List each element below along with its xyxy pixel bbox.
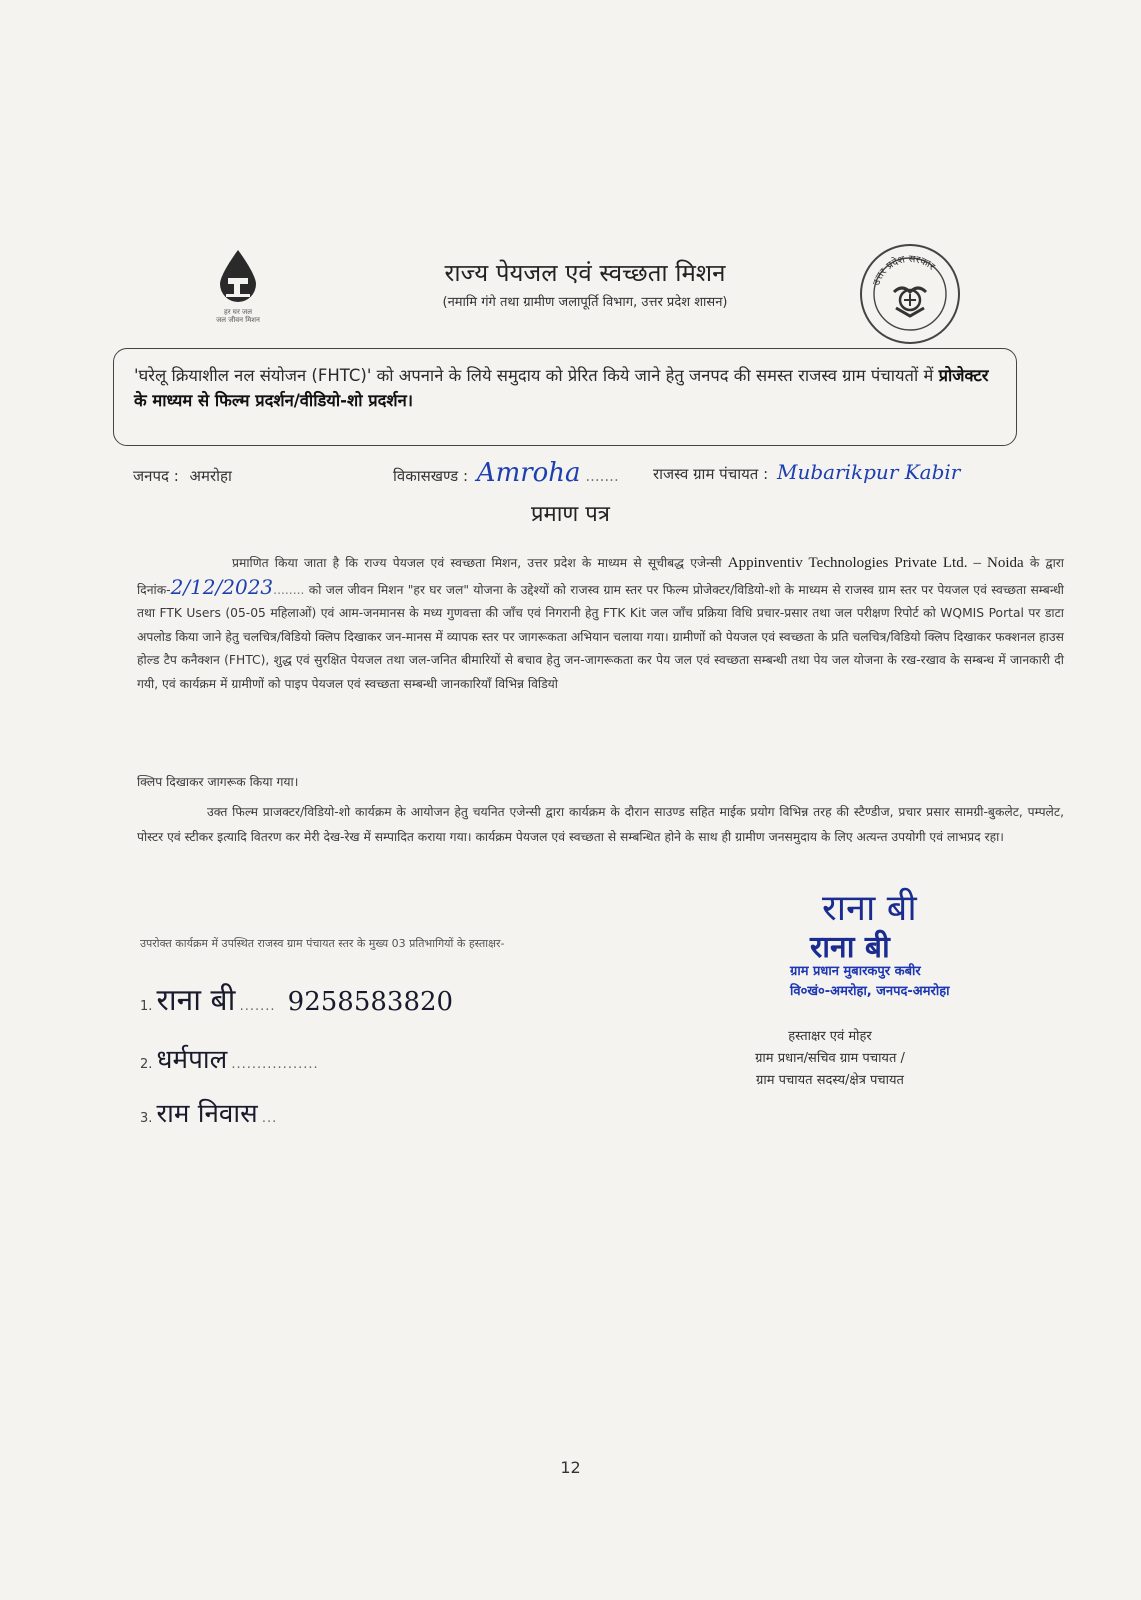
certificate-title: प्रमाण पत्र (531, 502, 610, 527)
attendee-number: 1. (140, 999, 153, 1014)
attendee-signature: धर्मपाल (156, 1045, 228, 1075)
water-drop-icon (216, 248, 260, 304)
attendee-number: 3. (140, 1111, 153, 1126)
district-value: अमरोहा (189, 467, 232, 485)
stamp-line-2: वि०खं०-अमरोहा, जनपद-अमरोहा (790, 984, 950, 999)
attendee-signature: राम निवास (156, 1099, 258, 1129)
attendee-number: 2. (140, 1057, 153, 1072)
official-stamp (790, 962, 1050, 1002)
district-field (133, 466, 232, 486)
seal-text: उत्तर प्रदेश सरकार (871, 253, 937, 288)
attendee-phone: 9258583820 (287, 987, 454, 1017)
attendee-signature: राना बी (156, 983, 236, 1018)
certificate-body: प्रमाणित किया जाता है कि राज्य पेयजल एवं स्वच्छता मिशन, उत्तर प्रदेश के माध्यम से सूचीबद्ध एजेन्सी Appinventiv Technologies Private Ltd. – Noida के द्वारा दिनांक-2/12/2023........ को जल जीवन मिशन "हर घर जल" योजना के उद्देश्यों को राजस्व ग्राम स्तर पर फिल्म प्रोजेक्टर/विडियो-शो के माध्यम से राजस्व ग्राम स्तर पर पेयजल एवं स्वच्छता सम्बन्धी तथा FTK Users (05-05 महिलाओं) एवं आम-जनमानस के मध्य गुणवत्ता की जाँच एवं निगरानी हेतु FTK Kit जल जाँच प्रक्रिया विधि प्रचार-प्रसार तथा जल परीक्षण रिपोर्ट को WQMIS Portal पर डाटा अपलोड किया जाने हेतु चलचित्र/विडियो क्लिप दिखाकर जन-मानस में व्यापक स्तर पर जागरूकता अभियान चलाया गया। ग्रामीणों को पेयजल एवं स्वच्छता के प्रति चलचित्र/विडियो क्लिप दिखाकर फक्शनल हाउस होल्ड टैप कनैक्शन (FHTC), शुद्ध एवं सुरक्षित पेयजल तथा जल-जनित बीमारियों से बचाव हेतु जन-जागरूकता कर पेय जल एवं स्वच्छता सम्बन्धी तथा पेय जल योजना के रख-रखाव के सम्बन्ध में जानकारी दी गयी, एवं कार्यक्रम में ग्रामीणों को पाइप पेयजल एवं स्वच्छता सम्बन्धी जानकारियाँ विभिन्न विडियो (137, 555, 1064, 691)
mission-subtitle: (नमामि गंगे तथा ग्रामीण जलापूर्ति विभाग, उत्तर प्रदेश शासन) (442, 295, 728, 310)
body-text-end: क्लिप दिखाकर जागरूक किया गया। (137, 775, 299, 789)
panchayat-field (653, 460, 960, 484)
body-text-a: प्रमाणित किया जाता है कि राज्य पेयजल एवं स्वच्छता मिशन, उत्तर प्रदेश के माध्यम से सूचीबद्ध एजेन्सी (232, 556, 722, 570)
pradhan-signature (810, 882, 1030, 966)
handwritten-signature: राना बी (822, 888, 917, 929)
har-ghar-jal-logo (200, 248, 276, 344)
attendees-label: उपरोक्त कार्यक्रम में उपस्थित राजस्व ग्राम पंचायत स्तर के मुख्य 03 प्रतिभागियों के हस्ताक्षर- (140, 937, 505, 950)
attendee-row: 1. राना बी ....... 9258583820 (140, 983, 454, 1018)
signature-caption-2: ग्राम प्रधान/सचिव ग्राम पचायत / (755, 1051, 905, 1066)
agency-name: Appinventiv Technologies Private Ltd. – Noida (727, 555, 1024, 571)
event-date: 2/12/2023 (170, 574, 274, 599)
district-label: जनपद : (133, 467, 179, 485)
up-government-seal (858, 242, 962, 346)
body-text-b: के द्वारा दिनांक- (137, 556, 1064, 597)
panchayat-value: Mubarikpur Kabir (776, 460, 961, 484)
stamp-line-1: ग्राम प्रधान मुबारकपुर कबीर (790, 964, 921, 979)
banner-bold-text: प्रोजेक्टर के माध्यम से फिल्म प्रदर्शन/वीडियो-शो प्रदर्शन। (134, 366, 989, 410)
program-banner (113, 348, 1017, 446)
attendee-row: 2. धर्मपाल ................. (140, 1045, 319, 1075)
signature-caption-1: हस्ताक्षर एवं मोहर (788, 1029, 872, 1044)
stamp-name: राना बी (810, 930, 890, 965)
body-text-c: को जल जीवन मिशन "हर घर जल" योजना के उद्देश्यों को राजस्व ग्राम स्तर पर फिल्म प्रोजेक्टर/विडियो-शो के माध्यम से राजस्व ग्राम स्तर पर पेयजल एवं स्वच्छता सम्बन्धी तथा FTK Users (05-05 महिलाओं) एवं आम-जनमानस के मध्य गुणवत्ता की जाँच एवं निगरानी हेतु FTK Kit जल जाँच प्रक्रिया विधि प्रचार-प्रसार तथा जल परीक्षण रिपोर्ट को WQMIS Portal पर डाटा अपलोड किया जाने हेतु चलचित्र/विडियो क्लिप दिखाकर जन-मानस में व्यापक स्तर पर जागरूकता अभियान चलाया गया। ग्रामीणों को पेयजल एवं स्वच्छता के प्रति चलचित्र/विडियो क्लिप दिखाकर फक्शनल हाउस होल्ड टैप कनैक्शन (FHTC), शुद्ध एवं सुरक्षित पेयजल तथा जल-जनित बीमारियों से बचाव हेतु जन-जागरूकता कर पेय जल एवं स्वच्छता सम्बन्धी तथा पेय जल योजना के रख-रखाव के सम्बन्ध में जानकारी दी गयी, एवं कार्यक्रम में ग्रामीणों को पाइप पेयजल एवं स्वच्छता सम्बन्धी जानकारियाँ विभिन्न विडियो (137, 582, 1064, 691)
signature-caption (700, 1026, 960, 1092)
banner-text: 'घरेलू क्रियाशील नल संयोजन (FHTC)' को अपनाने के लिये समुदाय को प्रेरित किये जाने हेतु जनपद की समस्त राजस्व ग्राम पंचायतों में (134, 366, 939, 385)
block-value: Amroha (476, 458, 581, 488)
block-field: विकासखण्ड : Amroha ....... (393, 458, 619, 488)
panchayat-label: राजस्व ग्राम पंचायत : (653, 465, 769, 483)
logo-caption: हर घर जल जल जीवन मिशन (216, 308, 260, 324)
signature-caption-3: ग्राम पचायत सदस्य/क्षेत्र पचायत (756, 1073, 904, 1088)
body-paragraph-2: उक्त फिल्म प्राजक्टर/विडियो-शो कार्यक्रम के आयोजन हेतु चयनित एजेन्सी द्वारा कार्यक्रम के दौरान साउण्ड सहित माईक प्रयोग विभिन्न तरह की स्टैण्डीज, प्रचार प्रसार सामग्री-बुकलेट, पम्पलेट, पोस्टर एवं स्टीकर इत्यादि वितरण कर मेरी देख-रेख में सम्पादित कराया गया। कार्यक्रम पेयजल एवं स्वच्छता से सम्बन्धित होने के साथ ही ग्रामीण जनसमुदाय के लिए अत्यन्त उपयोगी एवं लाभप्रद रहा। (137, 805, 1064, 844)
block-label: विकासखण्ड : (393, 467, 469, 485)
attendee-row: 3. राम निवास ... (140, 1099, 278, 1129)
page-number: 12 (560, 1458, 581, 1477)
mission-title: राज्य पेयजल एवं स्वच्छता मिशन (444, 259, 726, 287)
svg-text:उत्तर प्रदेश सरकार (871, 254, 937, 287)
